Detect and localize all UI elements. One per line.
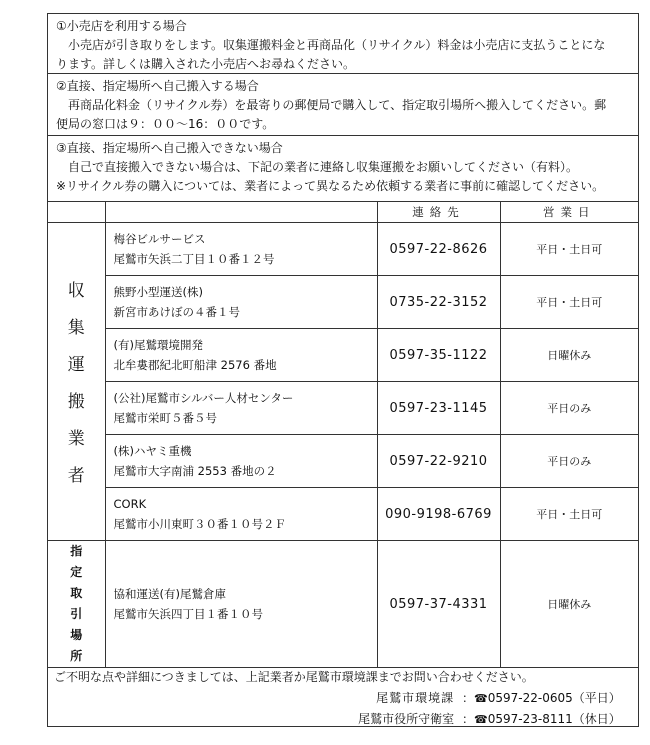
- carrier-name: (公社)尾鷲市シルバー人材センター: [113, 391, 294, 405]
- telephone-icon: ☎: [474, 713, 488, 726]
- section-note: ※リサイクル券の購入については、業者によって異なるため依頼する業者に事前に確認してください。: [56, 179, 605, 193]
- carrier-phone: 090-9198-6769: [377, 488, 500, 541]
- carrier-days: 平日のみ: [500, 435, 638, 488]
- carrier-days: 平日・土日可: [500, 276, 638, 329]
- site-days: 日曜休み: [500, 541, 638, 668]
- section-title: ①小売店を利用する場合: [56, 19, 187, 33]
- table-row: [48, 435, 638, 488]
- footer-contact-environment: [54, 688, 632, 709]
- carrier-days: 平日のみ: [500, 382, 638, 435]
- carrier-cell: [105, 223, 377, 276]
- table-row: [48, 223, 638, 276]
- telephone-icon: ☎: [474, 692, 488, 705]
- contact-value: ：☎0597-22-0605（平日）: [462, 691, 621, 705]
- carrier-days: 日曜休み: [500, 329, 638, 382]
- table-header-row: [48, 202, 638, 223]
- contact-phone: 0597-23-8111（休日）: [487, 712, 621, 726]
- table-row: [48, 382, 638, 435]
- carrier-name: CORK: [113, 497, 147, 511]
- carrier-phone: 0597-23-1145: [377, 382, 500, 435]
- contact-label: 尾鷲市役所守衛室: [358, 712, 455, 726]
- site-cell: [105, 541, 377, 668]
- section-retailer: [48, 14, 638, 74]
- carrier-phone: 0735-22-3152: [377, 276, 500, 329]
- carrier-phone: 0597-22-8626: [377, 223, 500, 276]
- section-self-delivery: [48, 74, 638, 136]
- carrier-address: 尾鷲市矢浜二丁目１０番１２号: [113, 252, 275, 266]
- header-days: 営業日: [500, 202, 638, 223]
- recycle-guide-document: [47, 13, 639, 727]
- section-body: 小売店が引き取りをします。収集運搬料金と再商品化（リサイクル）料金は小売店に支払うことにな: [68, 38, 606, 52]
- carrier-cell: [105, 329, 377, 382]
- contact-label: 尾鷲市環境課: [376, 691, 455, 705]
- table-row: [48, 276, 638, 329]
- header-blank: [48, 202, 105, 223]
- carrier-cell: [105, 382, 377, 435]
- site-name: 協和運送(有)尾鷲倉庫: [113, 587, 226, 601]
- carrier-phone: 0597-22-9210: [377, 435, 500, 488]
- carrier-cell: [105, 435, 377, 488]
- carrier-cell: [105, 488, 377, 541]
- carrier-phone: 0597-35-1122: [377, 329, 500, 382]
- footer: [48, 665, 638, 728]
- carrier-address: 新宮市あけぼの４番１号: [113, 305, 240, 319]
- carrier-address: 尾鷲市小川東町３０番１０号２Ｆ: [113, 517, 286, 531]
- carrier-name: (株)ハヤミ重機: [113, 444, 192, 458]
- section-title: ③直接、指定場所へ自己搬入できない場合: [56, 141, 283, 155]
- header-blank: [105, 202, 377, 223]
- footer-note: ご不明な点や詳細につきましては、上記業者か尾鷲市環境課までお問い合わせください。: [54, 670, 534, 684]
- site-group-label: 指 定 取 引 場 所: [48, 541, 105, 668]
- carrier-address: 尾鷲市大字南浦 2553 番地の２: [113, 464, 277, 478]
- site-phone: 0597-37-4331: [377, 541, 500, 668]
- site-address: 尾鷲市矢浜四丁目１番１０号: [113, 607, 263, 621]
- contact-phone: 0597-22-0605（平日）: [487, 691, 621, 705]
- footer-contact-guard: [54, 709, 632, 730]
- carrier-table: [48, 202, 638, 668]
- section-no-self-delivery: [48, 136, 638, 202]
- section-body-cont: 便局の窓口は９：００～16：００です。: [56, 117, 275, 131]
- contact-value: ：☎0597-23-8111（休日）: [462, 712, 621, 726]
- carrier-name: 熊野小型運送(株): [113, 285, 203, 299]
- table-row: [48, 541, 638, 668]
- section-title: ②直接、指定場所へ自己搬入する場合: [56, 79, 259, 93]
- carriers-group-label: 収 集 運 搬 業 者: [48, 223, 105, 541]
- carrier-days: 平日・土日可: [500, 223, 638, 276]
- carrier-address: 尾鷲市栄町５番５号: [113, 411, 217, 425]
- carrier-cell: [105, 276, 377, 329]
- carrier-name: (有)尾鷲環境開発: [113, 338, 203, 352]
- carrier-address: 北牟婁郡紀北町船津 2576 番地: [113, 358, 277, 372]
- section-body: 再商品化料金（リサイクル券）を最寄りの郵便局で購入して、指定取引場所へ搬入してください。郵: [68, 98, 607, 112]
- carrier-days: 平日・土日可: [500, 488, 638, 541]
- carrier-name: 梅谷ビルサービス: [113, 232, 206, 246]
- section-body: 自己で直接搬入できない場合は、下記の業者に連絡し収集運搬をお願いしてください（有料）。: [68, 160, 579, 174]
- table-row: [48, 488, 638, 541]
- header-contact: 連絡先: [377, 202, 500, 223]
- section-body-cont: ります。詳しくは購入された小売店へお尋ねください。: [56, 57, 356, 71]
- table-row: [48, 329, 638, 382]
